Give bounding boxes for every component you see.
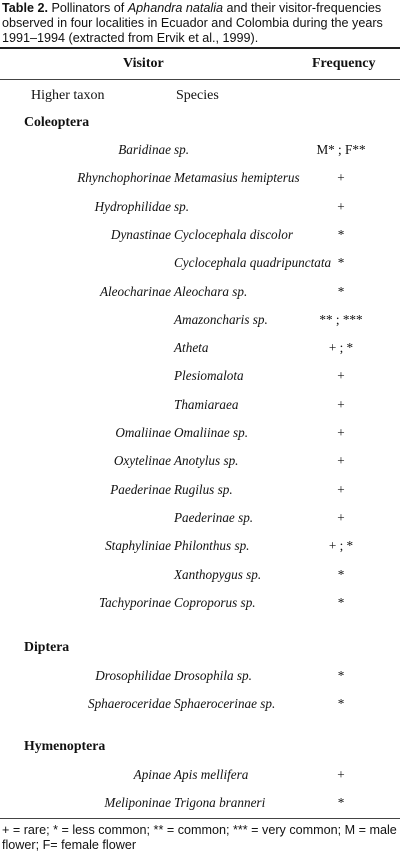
species-cell: sp. — [174, 142, 190, 157]
species-cell: Coproporus sp. — [174, 594, 256, 610]
group-heading: Diptera — [24, 639, 70, 654]
frequency-cell: + — [337, 767, 345, 782]
species-header: Species — [176, 88, 219, 103]
visitor-header: Visitor — [123, 56, 164, 71]
higher-taxon-cell: Rhynchophorinae — [77, 170, 171, 186]
table-row — [0, 694, 400, 714]
frequency-cell: + — [337, 425, 345, 440]
frequency-cell: + — [337, 481, 345, 497]
group-heading: Hymenoptera — [24, 738, 106, 753]
species-cell: Paederinae sp. — [174, 509, 254, 525]
table-row — [0, 765, 400, 785]
species-cell: Apis mellifera — [174, 767, 249, 782]
table-row — [0, 793, 400, 813]
higher-taxon-cell: Tachyporinae — [98, 594, 171, 610]
table-row — [0, 536, 400, 556]
species-cell: Rugilus sp. — [174, 481, 233, 497]
table-row — [0, 593, 400, 613]
species-cell: Philonthus sp. — [174, 538, 250, 554]
frequency-cell: + — [337, 198, 345, 214]
table-footnote: + = rare; * = less common; ** = common; *** = very common; M = male flower; F= female flower — [2, 823, 397, 852]
top-rule — [0, 47, 400, 49]
frequency-cell: + — [337, 396, 345, 412]
frequency-cell: * — [337, 226, 345, 242]
table-row — [0, 366, 400, 386]
caption-text-before: Pollinators of — [47, 1, 128, 15]
higher-taxon-cell: Paederinae — [110, 481, 171, 497]
species-cell: Trigona branneri — [174, 795, 266, 811]
table-row — [0, 197, 400, 217]
bottom-rule — [0, 818, 400, 819]
table-row — [0, 423, 400, 443]
higher-taxon-cell: Dynastinae — [110, 226, 171, 242]
caption-species-name: Aphandra natalia — [127, 1, 224, 15]
species-cell: Plesiomalota — [174, 368, 244, 384]
table-label: Table 2. — [2, 1, 48, 15]
frequency-cell: * — [337, 283, 345, 299]
species-cell: Anotylus sp. — [174, 453, 239, 469]
frequency-cell: + — [337, 368, 345, 384]
higher-taxon-cell: Baridinae — [118, 142, 171, 157]
species-cell: Sphaerocerinae sp. — [174, 696, 276, 712]
table-row — [0, 666, 400, 686]
header-rule — [0, 79, 400, 80]
higher-taxon-cell: Apinae — [133, 767, 171, 782]
species-cell: Cyclocephala quadripunctata — [174, 255, 332, 271]
frequency-cell: + — [337, 509, 345, 525]
higher-taxon-cell: Staphyliniae — [105, 538, 171, 554]
table-row — [0, 225, 400, 245]
frequency-cell: + ; * — [328, 340, 354, 356]
species-cell: sp. — [174, 198, 190, 214]
species-cell: Aleochara sp. — [174, 283, 248, 299]
species-cell: Thamiaraea — [174, 396, 239, 412]
higher-taxon-cell: Meliponinae — [104, 795, 171, 811]
table-row — [0, 140, 400, 160]
table-caption — [2, 1, 398, 46]
frequency-header: Frequency — [312, 56, 376, 71]
higher-taxon-cell: Sphaeroceridae — [87, 696, 171, 712]
table-row — [0, 310, 400, 330]
frequency-cell: * — [337, 696, 345, 712]
species-cell: Drosophila sp. — [174, 668, 252, 683]
table-row — [0, 480, 400, 500]
table-row — [0, 565, 400, 585]
table-row — [0, 253, 400, 273]
table-row — [0, 338, 400, 358]
frequency-cell: + ; * — [328, 538, 354, 554]
species-cell: Amazoncharis sp. — [174, 311, 268, 327]
caption-text-after: and their visitor-frequencies observed in four localities in Ecuador and Colombia during the years 1991–1994 (extracted from Ervik et al., 1999). — [2, 1, 383, 45]
table-row — [0, 282, 400, 302]
frequency-cell: M* ; F** — [316, 142, 366, 157]
frequency-cell: * — [337, 566, 345, 582]
frequency-cell: ** ; *** — [319, 311, 363, 327]
table-row — [0, 451, 400, 471]
species-cell: Cyclocephala discolor — [174, 226, 294, 242]
table-row — [0, 508, 400, 528]
species-cell: Metamasius hemipterus — [174, 170, 300, 186]
frequency-cell: + — [337, 453, 345, 469]
frequency-cell: * — [337, 255, 345, 271]
higher-taxon-cell: Hydrophilidae — [94, 198, 171, 214]
group-heading: Coleoptera — [24, 114, 90, 129]
frequency-cell: * — [337, 594, 345, 610]
frequency-cell: + — [337, 170, 345, 186]
higher-taxon-cell: Aleocharinae — [99, 283, 171, 299]
species-cell: Omaliinae sp. — [174, 425, 248, 440]
table-row — [0, 168, 400, 188]
higher-taxon-cell: Oxytelinae — [113, 453, 171, 469]
frequency-cell: * — [337, 795, 345, 811]
species-cell: Xanthopygus sp. — [174, 566, 262, 582]
higher-taxon-header: Higher taxon — [31, 88, 105, 103]
table-row — [0, 395, 400, 415]
higher-taxon-cell: Drosophilidae — [95, 668, 171, 683]
species-cell: Atheta — [174, 340, 209, 356]
higher-taxon-cell: Omaliinae — [115, 425, 171, 440]
frequency-cell: * — [337, 668, 345, 683]
